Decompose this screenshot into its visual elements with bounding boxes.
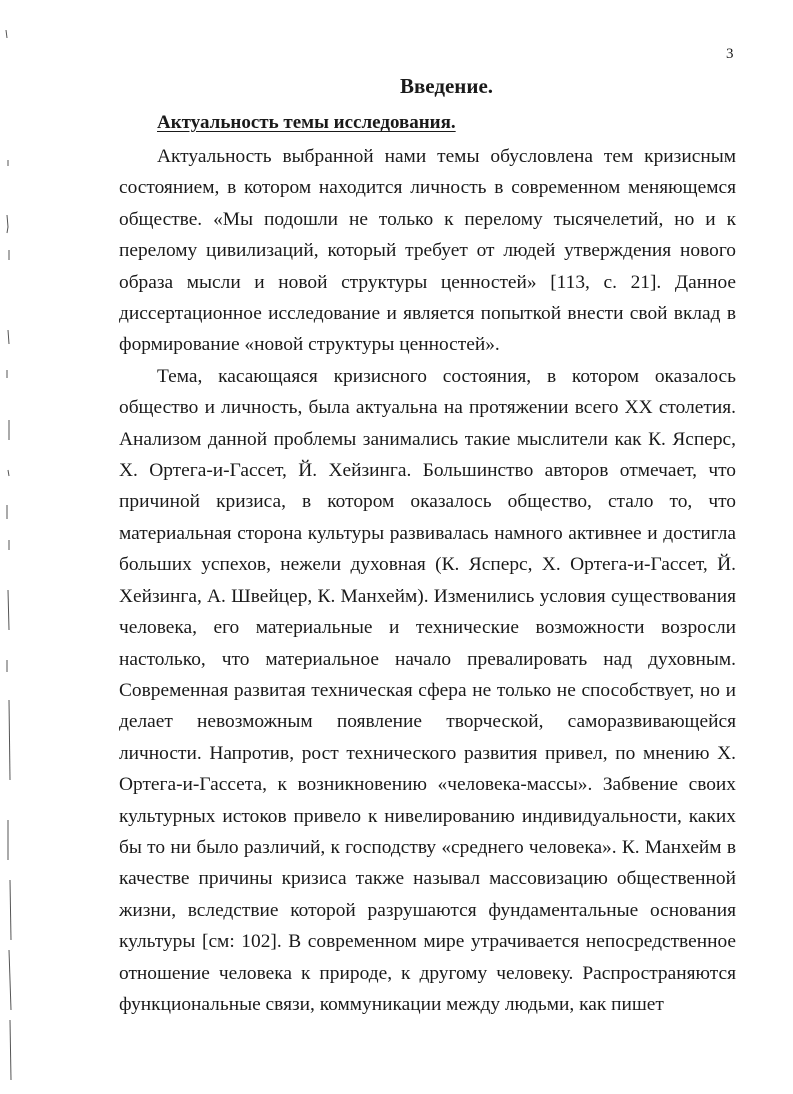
scan-edge-marks (0, 0, 30, 1094)
section-subheading: Актуальность темы исследования. (157, 112, 456, 133)
body-text (119, 141, 736, 1020)
paragraph-1: Актуальность выбранной нами темы обусловлена тем кризисным состоянием, в котором находится личность в современном меняющемся обществе. «Мы подошли не только к перелому тысячелетий, но и к перелому цивилизаций, который требует от людей утверждения нового образа мысли и новой структуры ценностей» [113, с. 21]. Данное диссертационное исследование и является попыткой внести свой вклад в формирование «новой структуры ценностей». (119, 146, 736, 356)
page-number: 3 (726, 46, 734, 62)
paragraph-2: Тема, касающаяся кризисного состояния, в котором оказалось общество и личность, была актуальна на протяжении всего XX столетия. Анализом данной проблемы занимались такие мыслители как К. Ясперс, Х. Ортега-и-Гассет, Й. Хейзинга. Большинство авторов отмечает, что причиной кризиса, в котором оказалось общество, стало то, что материальная сторона культуры развивалась намного активнее и достигла больших успехов, нежели духовная (К. Ясперс, Х. Ортега-и-Гассет, Й. Хейзинга, А. Швейцер, К. Манхейм). Изменились условия существования человека, его материальные и технические возможности возросли настолько, что материальное начало превалировать над духовным. Современная развитая техническая сфера не только не способствует, но и делает невозможным появление творческой, саморазвивающейся личности. Напротив, рост технического развития привел, по мнению Х. Ортега-и-Гассета, к возникновению «человека-массы». Забвение своих культурных истоков привело к нивелированию индивидуальности, каких бы то ни было различий, к господству «среднего человека». К. Манхейм в качестве причины кризиса также называл массовизацию общественной жизни, вследствие которой разрушаются фундаментальные основания культуры [см: 102]. В современном мире утрачивается непосредственное отношение человека к природе, к другому человеку. Распространяются функциональные связи, коммуникации между людьми, как пишет (119, 365, 736, 1015)
page-title: Введение. (399, 74, 494, 98)
